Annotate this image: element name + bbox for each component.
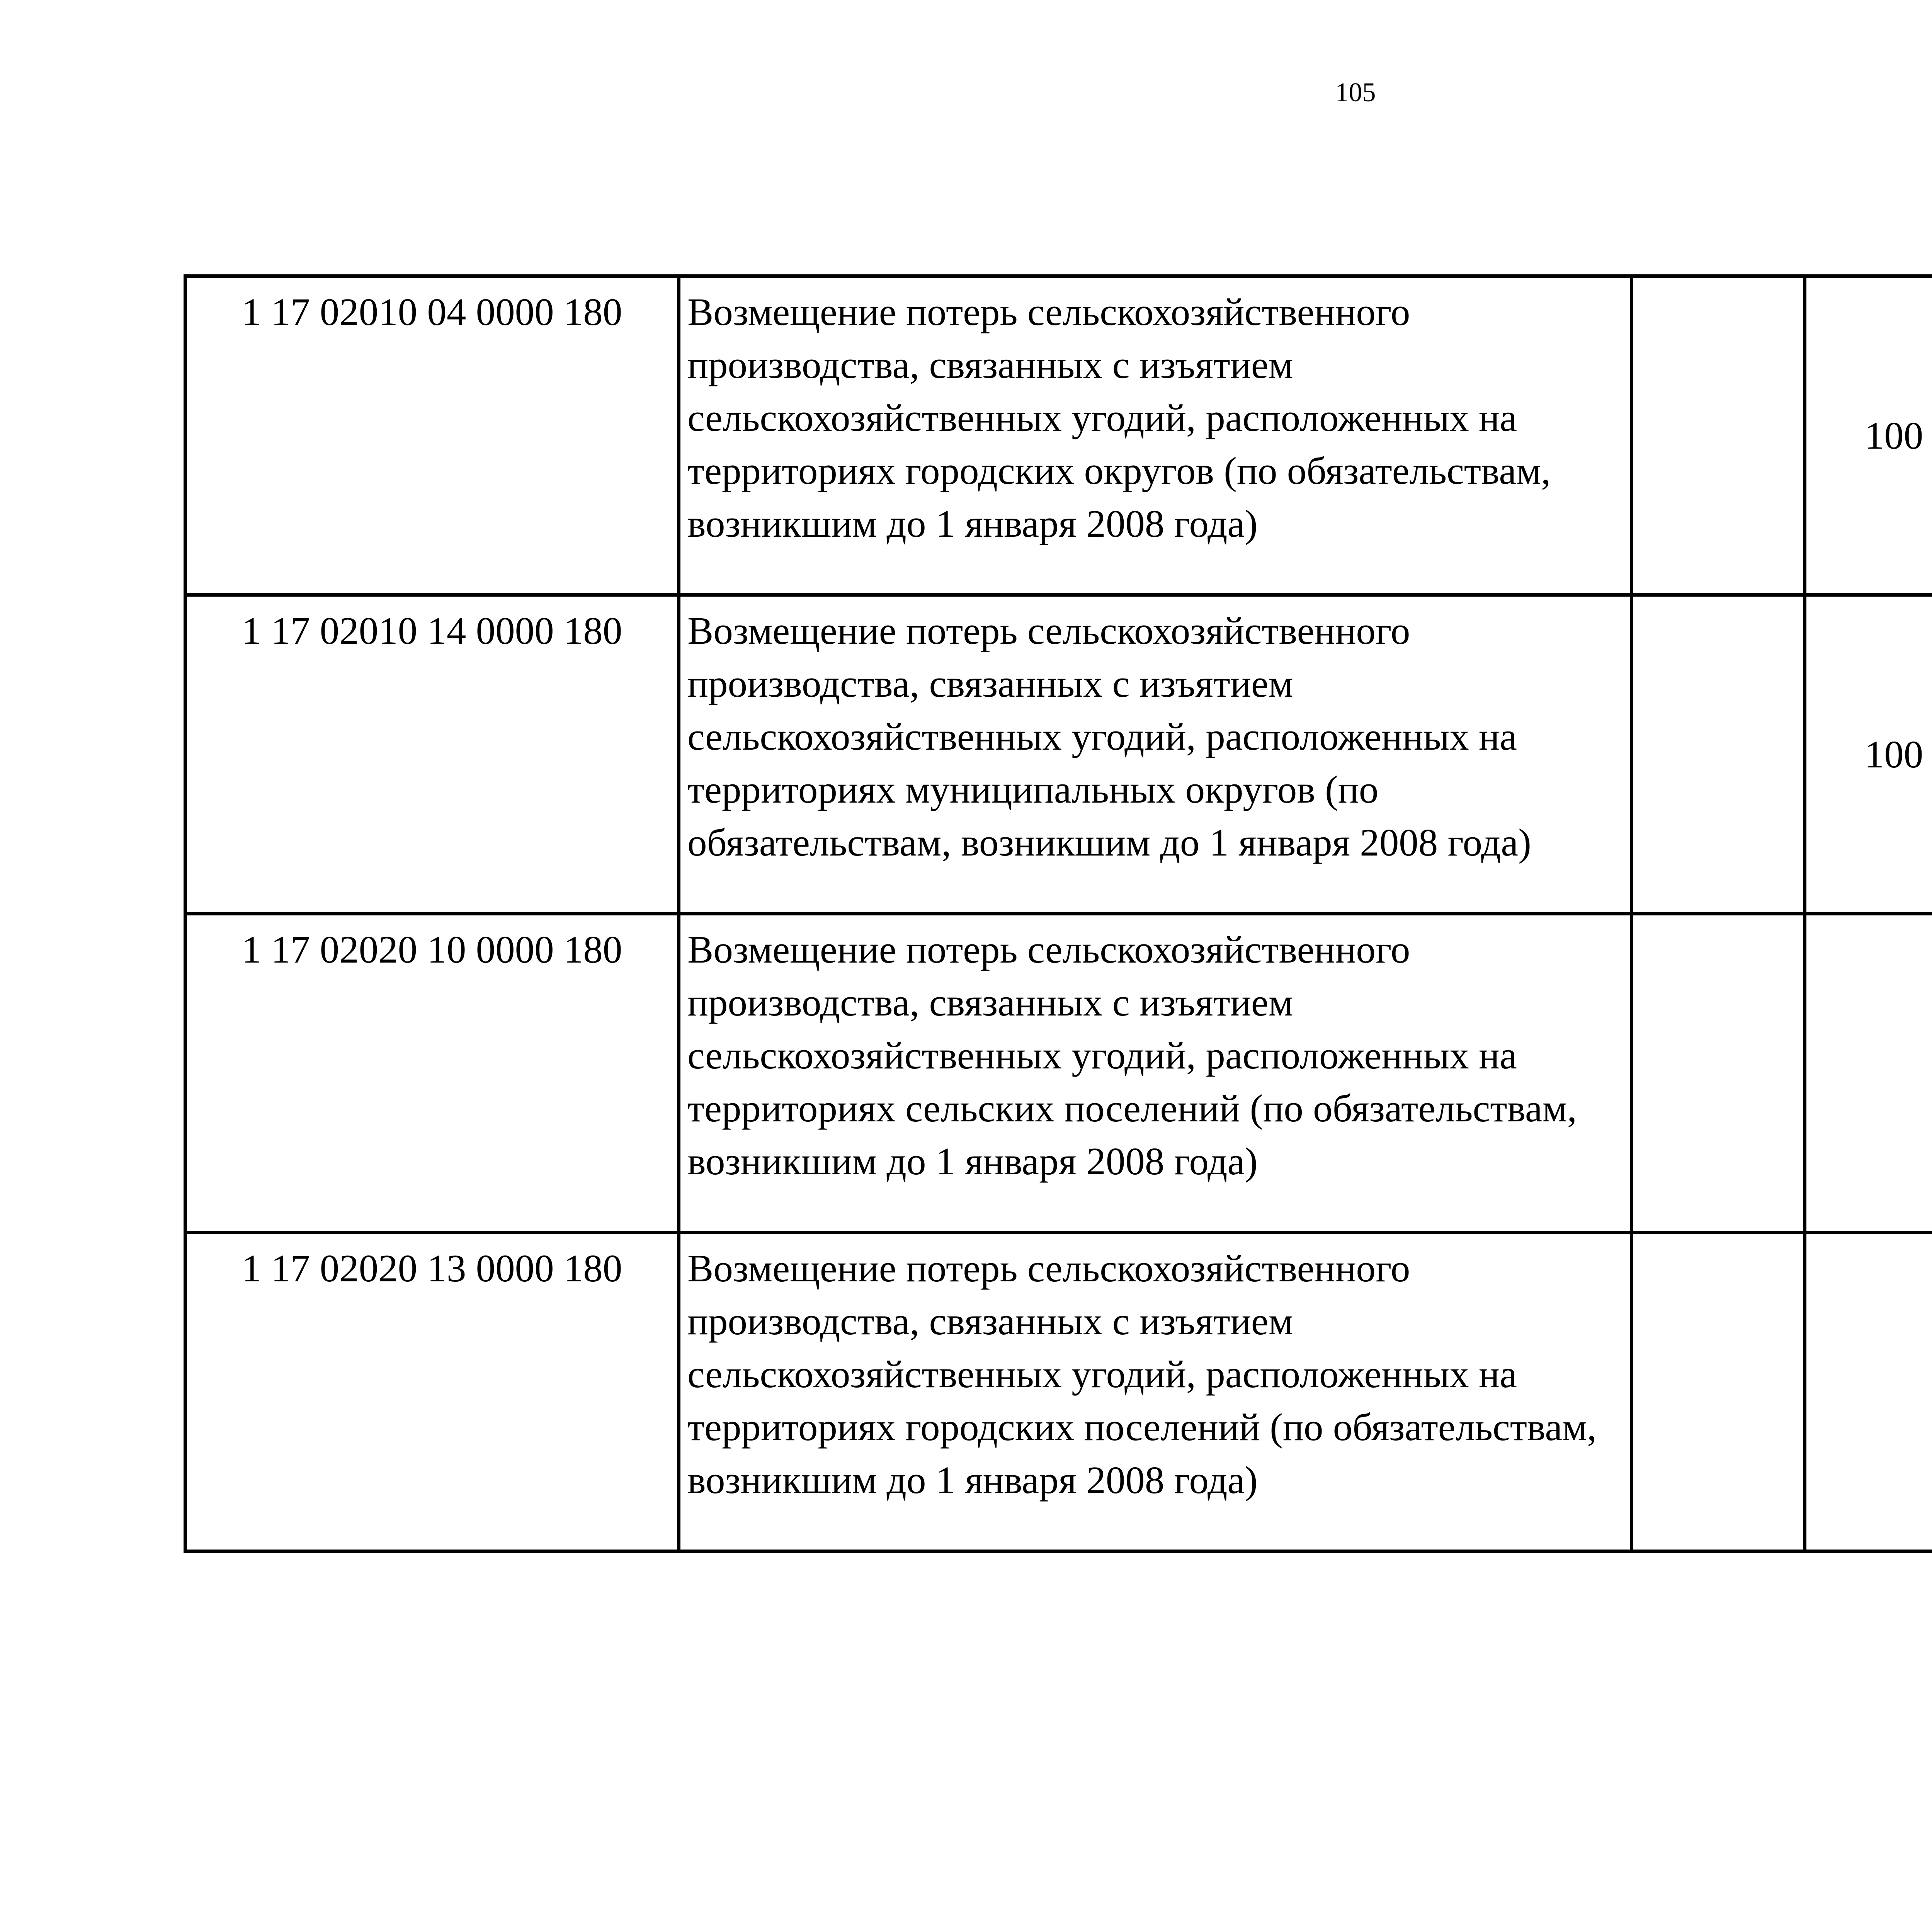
revenue-distribution-table <box>184 274 1932 1553</box>
revenue-name-cell: Возмещение потерь сельскохозяйственного производства, связанных с изъятием сельскохозяйственных угодий, расположенных на территориях сельских поселений (по обязательствам, возникшим до 1 января 2008 года) <box>679 914 1632 1233</box>
value-cell <box>1805 1233 1932 1551</box>
revenue-code-cell: 1 17 02020 10 0000 180 <box>185 914 679 1233</box>
revenue-name-cell: Возмещение потерь сельскохозяйственного производства, связанных с изъятием сельскохозяйственных угодий, расположенных на территориях городских округов (по обязательствам, возникшим до 1 января 2008 года) <box>679 276 1632 595</box>
page-number: 105 <box>1335 78 1376 107</box>
value-cell <box>1632 276 1805 595</box>
revenue-code-cell: 1 17 02010 14 0000 180 <box>185 595 679 914</box>
value-cell <box>1632 1233 1805 1551</box>
value-cell: 100 <box>1805 595 1932 914</box>
revenue-code-cell: 1 17 02010 04 0000 180 <box>185 276 679 595</box>
value-cell <box>1632 914 1805 1233</box>
table-row <box>185 595 1932 914</box>
table-row <box>185 1233 1932 1551</box>
value-cell <box>1805 914 1932 1233</box>
value-cell <box>1632 595 1805 914</box>
table-row <box>185 914 1932 1233</box>
revenue-code-cell: 1 17 02020 13 0000 180 <box>185 1233 679 1551</box>
value-cell: 100 <box>1805 276 1932 595</box>
revenue-name-cell: Возмещение потерь сельскохозяйственного производства, связанных с изъятием сельскохозяйственных угодий, расположенных на территориях муниципальных округов (по обязательствам, возникшим до 1 января 2008 года) <box>679 595 1632 914</box>
revenue-name-cell: Возмещение потерь сельскохозяйственного производства, связанных с изъятием сельскохозяйственных угодий, расположенных на территориях городских поселений (по обязательствам, возникшим до 1 января 2008 года) <box>679 1233 1632 1551</box>
table-row <box>185 276 1932 595</box>
